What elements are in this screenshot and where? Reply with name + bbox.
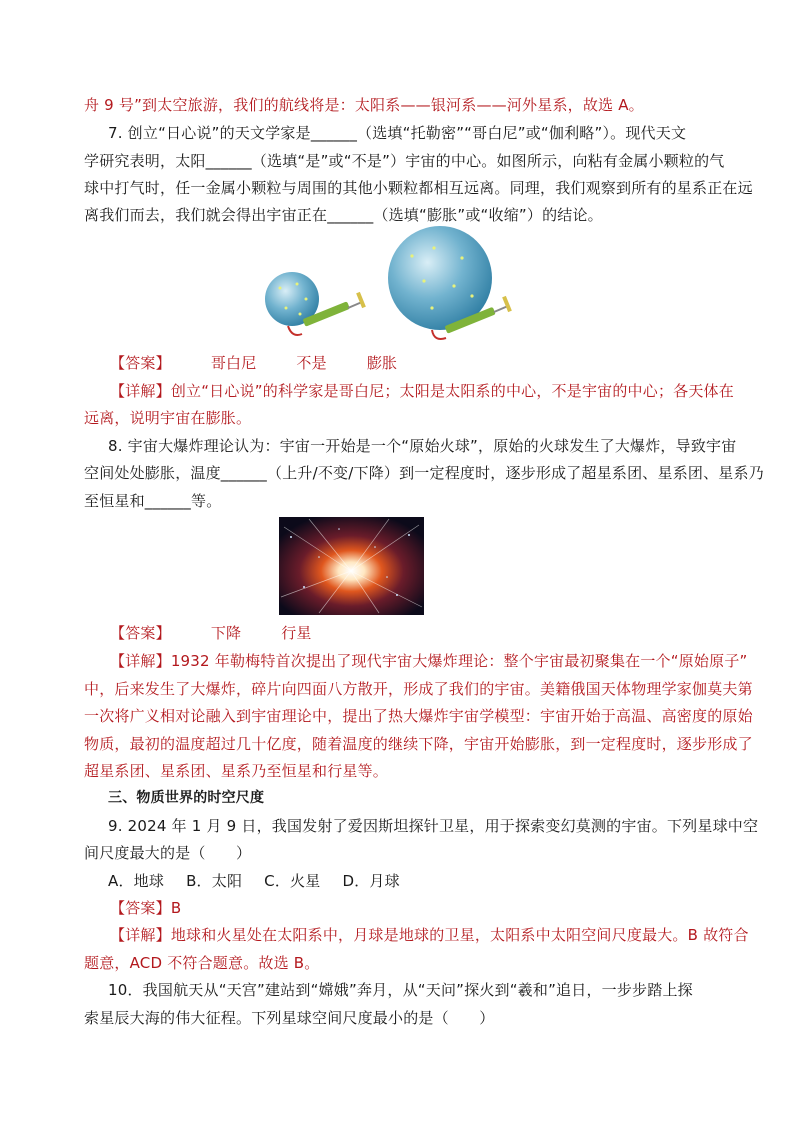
q8-detail-1 — [110, 651, 748, 671]
option-d: D．月球 — [342, 872, 400, 890]
answer-1: 下降 — [210, 624, 242, 642]
big-bang-image — [279, 517, 424, 615]
detail-text: 1932 年勒梅特首次提出了现代宇宙大爆炸理论：整个宇宙最初聚集在一个“原始原子” — [170, 652, 748, 670]
q7-detail-2: 远离，说明宇宙在膨胀。 — [84, 409, 252, 427]
answer-tag: 【答案】 — [110, 624, 171, 642]
q7-line-1: 7. 创立“日心说”的天文学家是______（选填“托勒密”“哥白尼”或“伽利略”）。现代天文 — [108, 124, 687, 142]
large-balloon — [388, 226, 492, 339]
answer-tag: 【答案】 — [110, 899, 171, 917]
q8-detail-4: 物质，最初的温度超过几十亿度，随着温度的继续下降，宇宙开始膨胀，到一定程度时，逐步形成了 — [84, 735, 753, 753]
q9-detail-2: 题意，ACD 不符合题意。故选 B。 — [84, 954, 320, 972]
q8-line-1: 8. 宇宙大爆炸理论认为：宇宙一开始是一个“原始火球”，原始的火球发生了大爆炸，导致宇宙 — [108, 437, 737, 455]
q8-line-2: 空间处处膨胀，温度______（上升/不变/下降）到一定程度时，逐步形成了超星系团、星系团、星系乃 — [84, 464, 764, 482]
detail-text: 地球和火星处在太阳系中，月球是地球的卫星，太阳系中太阳空间尺度最大。B 故符合 — [170, 926, 749, 944]
q9-detail-1 — [110, 925, 749, 945]
q7-line-3: 球中打气时，任一金属小颗粒与周围的其他小颗粒都相互远离。同理，我们观察到所有的星系正在远 — [84, 179, 753, 197]
detail-tag: 【详解】 — [110, 652, 171, 670]
q9-options — [108, 871, 400, 891]
q8-detail-3: 一次将广义相对论融入到宇宙理论中，提出了热大爆炸宇宙学模型：宇宙开始于高温、高密度的原始 — [84, 707, 753, 725]
q8-detail-5: 超星系团、星系团、星系乃至恒星和行星等。 — [84, 762, 389, 780]
q7-line-4: 离我们而去，我们就会得出宇宙正在______（选填“膨胀”或“收缩”）的结论。 — [84, 206, 603, 224]
q8-answer — [110, 623, 312, 643]
q7-answer — [110, 353, 397, 373]
q6-answer-tail: 舟 9 号”到太空旅游，我们的航线将是：太阳系——银河系——河外星系，故选 A。 — [84, 96, 644, 114]
detail-tag: 【详解】 — [110, 382, 171, 400]
option-a: A．地球 — [108, 872, 165, 890]
answer-2: 行星 — [281, 624, 312, 642]
answer-value: B — [170, 899, 182, 917]
small-balloon — [265, 272, 319, 335]
option-c: C．火星 — [264, 872, 321, 890]
q7-detail-1 — [110, 381, 734, 401]
q10-line-1: 10．我国航天从“天宫”建站到“嫦娥”奔月，从“天问”探火到“羲和”追日，一步步踏上探 — [108, 981, 693, 999]
section-heading: 三、物质世界的时空尺度 — [108, 790, 265, 806]
q7-line-2: 学研究表明，太阳______（选填“是”或“不是”）宇宙的中心。如图所示，向粘有金属小颗粒的气 — [84, 152, 725, 170]
answer-tag: 【答案】 — [110, 354, 171, 372]
q10-line-2: 索星辰大海的伟大征程。下列星球空间尺度最小的是（ ） — [84, 1009, 495, 1027]
q9-line-2: 间尺度最大的是（ ） — [84, 844, 252, 862]
q9-line-1: 9. 2024 年 1 月 9 日，我国发射了爱因斯坦探针卫星，用于探索变幻莫测的宇宙。下列星球中空 — [108, 817, 759, 835]
detail-text: 创立“日心说”的科学家是哥白尼；太阳是太阳系的中心，不是宇宙的中心；各天体在 — [170, 382, 734, 400]
balloon-figure — [262, 226, 522, 348]
answer-2: 不是 — [296, 354, 327, 372]
q8-detail-2: 中，后来发生了大爆炸，碎片向四面八方散开，形成了我们的宇宙。美籍俄国天体物理学家伽莫夫第 — [84, 680, 753, 698]
answer-1: 哥白尼 — [210, 354, 257, 372]
option-b: B．太阳 — [186, 872, 243, 890]
q9-answer — [110, 898, 181, 918]
answer-3: 膨胀 — [366, 354, 398, 372]
q8-line-3: 至恒星和______等。 — [84, 492, 222, 510]
detail-tag: 【详解】 — [110, 926, 171, 944]
